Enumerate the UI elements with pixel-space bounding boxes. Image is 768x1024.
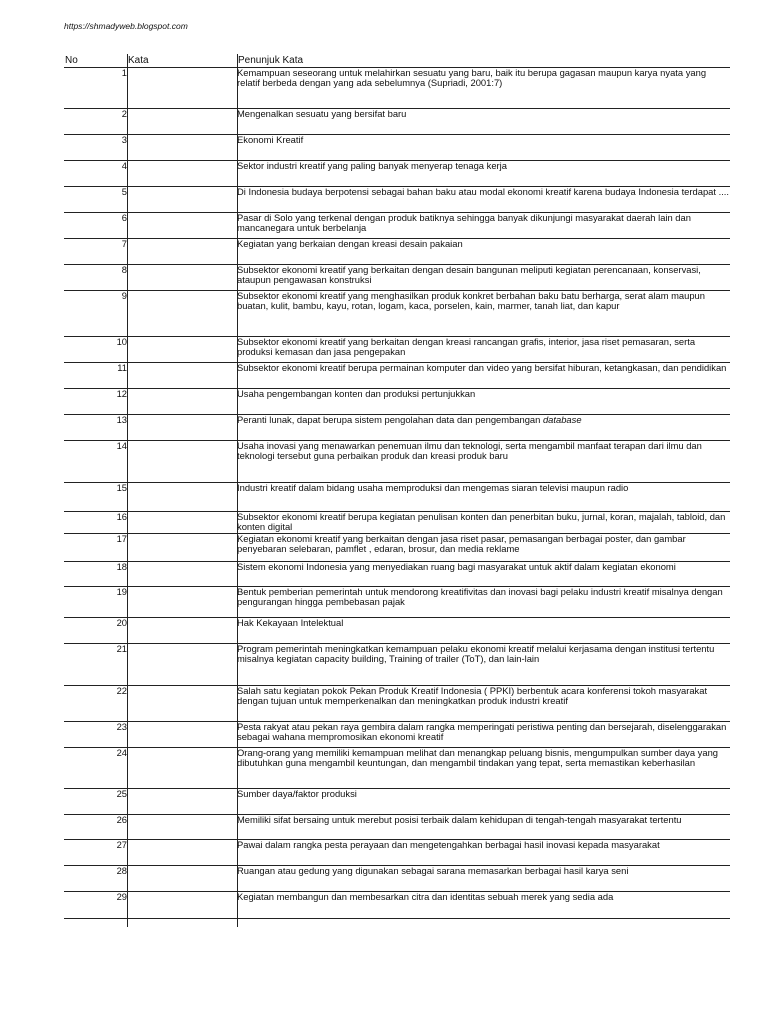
- clue-text: Sumber daya/faktor produksi: [237, 788, 357, 799]
- answer-cell[interactable]: [127, 337, 237, 363]
- clue-text: Subsektor ekonomi kreatif berupa permainan komputer dan video yang bersifat hiburan, ketangkasan, dan pendidikan: [237, 362, 727, 373]
- clue-cell: [237, 337, 730, 363]
- clue-cell: [237, 748, 730, 789]
- clue-cell: [237, 815, 730, 840]
- clue-cell: [237, 686, 730, 722]
- clue-text: Usaha pengembangan konten dan produksi pertunjukkan: [237, 388, 476, 399]
- clue-text: Di Indonesia budaya berpotensi sebagai bahan baku atau modal ekonomi kreatif karena budaya Indonesia terdapat ....: [237, 186, 730, 197]
- row-number: 21: [64, 644, 127, 686]
- answer-cell[interactable]: [127, 389, 237, 415]
- answer-cell[interactable]: [127, 562, 237, 587]
- row-number: 20: [64, 618, 127, 644]
- clue-cell: [237, 866, 730, 892]
- answer-cell[interactable]: [127, 789, 237, 815]
- answer-cell[interactable]: [127, 618, 237, 644]
- table-row: [64, 512, 730, 534]
- row-number: 22: [64, 686, 127, 722]
- clue-text: Ekonomi Kreatif: [237, 134, 304, 145]
- row-number: 28: [64, 866, 127, 892]
- answer-cell[interactable]: [127, 748, 237, 789]
- answer-cell[interactable]: [127, 483, 237, 512]
- table-row: [64, 415, 730, 441]
- table-header: [64, 54, 730, 68]
- table-row: [64, 534, 730, 562]
- answer-cell[interactable]: [127, 534, 237, 562]
- table-row: [64, 109, 730, 135]
- clue-text: Hak Kekayaan Intelektual: [237, 617, 344, 628]
- row-number: 11: [64, 363, 127, 389]
- row-number: 24: [64, 748, 127, 789]
- row-number: 9: [64, 291, 127, 337]
- table-row: [64, 644, 730, 686]
- row-number: 3: [64, 135, 127, 161]
- clue-cell: [237, 789, 730, 815]
- answer-cell[interactable]: [127, 892, 237, 919]
- row-number: 13: [64, 415, 127, 441]
- clue-cell: [237, 441, 730, 483]
- row-number: 23: [64, 722, 127, 748]
- clue-text: Subsektor ekonomi kreatif berupa kegiatan penulisan konten dan penerbitan buku, jurnal, koran, majalah, tabloid, dan konten digital: [237, 511, 726, 533]
- table-row: [64, 135, 730, 161]
- table-row: [64, 389, 730, 415]
- clue-text: Industri kreatif dalam bidang usaha memproduksi dan mengemas siaran televisi maupun radio: [237, 482, 629, 493]
- row-number: 7: [64, 239, 127, 265]
- row-number: 27: [64, 840, 127, 866]
- answer-cell[interactable]: [127, 239, 237, 265]
- header-kata: Kata: [128, 55, 149, 66]
- table-row: [64, 789, 730, 815]
- clue-cell: [237, 109, 730, 135]
- answer-cell[interactable]: [127, 441, 237, 483]
- row-number: 12: [64, 389, 127, 415]
- answer-cell[interactable]: [127, 187, 237, 213]
- clue-text: Subsektor ekonomi kreatif yang berkaitan dengan kreasi rancangan grafis, interior, jasa riset pemasaran, serta produksi kemasan dan jasa pengepakan: [237, 336, 696, 358]
- table-row: [64, 68, 730, 109]
- row-number: 5: [64, 187, 127, 213]
- row-number: 8: [64, 265, 127, 291]
- clue-text: Salah satu kegiatan pokok Pekan Produk Kreatif Indonesia ( PPKI) berbentuk acara konferensi tokoh masyarakat dengan tujuan untuk memperkenalkan dan meningkatkan produk industri kreatif: [237, 685, 708, 707]
- answer-cell[interactable]: [127, 135, 237, 161]
- table-row: [64, 618, 730, 644]
- clue-cell: [237, 587, 730, 618]
- table-row: [64, 686, 730, 722]
- row-number: 18: [64, 562, 127, 587]
- table-row: [64, 815, 730, 840]
- clue-cell: [237, 483, 730, 512]
- answer-cell[interactable]: [127, 161, 237, 187]
- answer-cell[interactable]: [127, 109, 237, 135]
- table-row: [64, 840, 730, 866]
- row-number: 19: [64, 587, 127, 618]
- answer-cell[interactable]: [127, 840, 237, 866]
- clue-cell: [237, 562, 730, 587]
- clue-text: Sektor industri kreatif yang paling banyak menyerap tenaga kerja: [237, 160, 507, 171]
- clue-text: Sistem ekonomi Indonesia yang menyediakan ruang bagi masyarakat untuk aktif dalam kegiatan ekonomi: [237, 561, 676, 572]
- crossword-clue-table: [64, 67, 730, 919]
- table-row: [64, 213, 730, 239]
- header-petunjuk-kata: Penunjuk Kata: [238, 55, 304, 66]
- table-row: [64, 562, 730, 587]
- answer-cell[interactable]: [127, 686, 237, 722]
- clue-cell: [237, 68, 730, 109]
- clue-text: Kemampuan seseorang untuk melahirkan sesuatu yang baru, baik itu berupa gagasan maupun karya nyata yang relatif berbeda dengan yang ada sebelumnya (Supriadi, 2001:7): [237, 67, 707, 89]
- answer-cell[interactable]: [127, 291, 237, 337]
- row-number: 1: [64, 68, 127, 109]
- table-row: [64, 363, 730, 389]
- clue-text: Mengenalkan sesuatu yang bersifat baru: [237, 108, 407, 119]
- row-number: 17: [64, 534, 127, 562]
- answer-cell[interactable]: [127, 68, 237, 109]
- clue-cell: [237, 534, 730, 562]
- clue-text: Kegiatan yang berkaian dengan kreasi desain pakaian: [237, 238, 463, 249]
- clue-cell: [237, 363, 730, 389]
- clue-cell: [237, 291, 730, 337]
- row-number: 4: [64, 161, 127, 187]
- table-row: [64, 187, 730, 213]
- row-number: 14: [64, 441, 127, 483]
- clue-cell: [237, 213, 730, 239]
- table-row: [64, 866, 730, 892]
- table-row: [64, 161, 730, 187]
- clue-text: Pawai dalam rangka pesta perayaan dan mengetengahkan berbagai hasil inovasi kepada masyarakat: [237, 839, 660, 850]
- clue-text: Pasar di Solo yang terkenal dengan produk batiknya sehingga banyak dikunjungi masyarakat daerah lain dan mancanegara untuk berbelanja: [237, 212, 691, 234]
- clue-text: Peranti lunak, dapat berupa sistem pengolahan data dan pengembangan: [237, 414, 543, 425]
- row-number: 25: [64, 789, 127, 815]
- clue-text: Ruangan atau gedung yang digunakan sebagai sarana memasarkan berbagai hasil karya seni: [237, 865, 629, 876]
- table-row: [64, 483, 730, 512]
- clue-text: Pesta rakyat atau pekan raya gembira dalam rangka memperingati peristiwa penting dan bersejarah, diselenggarakan sebagai wahana mempromosikan ekonomi kreatif: [237, 721, 727, 743]
- clue-cell: [237, 135, 730, 161]
- clue-text: Usaha inovasi yang menawarkan penemuan ilmu dan teknologi, serta mengambil manfaat terapan dari ilmu dan teknologi tersebut guna perbaikan produk dan kreasi produk baru: [237, 440, 702, 462]
- answer-cell[interactable]: [127, 722, 237, 748]
- answer-cell[interactable]: [127, 213, 237, 239]
- clue-text: Program pemerintah meningkatkan kemampuan pelaku ekonomi kreatif melalui kerjasama dengan institusi tertentu misalnya kegiatan capacity building, Training of trailer (ToT), dan lain-lain: [237, 643, 715, 665]
- table-row: [64, 441, 730, 483]
- answer-cell[interactable]: [127, 265, 237, 291]
- clue-text: Orang-orang yang memiliki kemampuan melihat dan menangkap peluang bisnis, mengumpulkan sumber daya yang dibutuhkan guna mengambil keuntungan, dan mengambil tindakan yang tepat, serta memastikan keberhasilan: [237, 747, 718, 769]
- answer-cell[interactable]: [127, 644, 237, 686]
- clue-cell: [237, 389, 730, 415]
- clue-italic-term: database: [542, 414, 582, 425]
- answer-cell[interactable]: [127, 512, 237, 534]
- answer-cell[interactable]: [127, 866, 237, 892]
- answer-cell[interactable]: [127, 587, 237, 618]
- table-row: [64, 892, 730, 919]
- answer-cell[interactable]: [127, 415, 237, 441]
- clue-cell: [237, 415, 730, 441]
- row-number: 2: [64, 109, 127, 135]
- table-row: [64, 239, 730, 265]
- table-row: [64, 291, 730, 337]
- clue-cell: [237, 187, 730, 213]
- clue-text: Subsektor ekonomi kreatif yang menghasilkan produk konkret berbahan baku batu berharga, serat alam maupun buatan, kulit, bambu, kayu, rotan, logam, kaca, porselen, kain, marmer, tanah liat, dan kapur: [237, 290, 705, 312]
- table-row: [64, 265, 730, 291]
- clue-cell: [237, 161, 730, 187]
- table-row: [64, 337, 730, 363]
- clue-cell: [237, 722, 730, 748]
- row-number: 15: [64, 483, 127, 512]
- clue-text: Kegiatan membangun dan membesarkan citra dan identitas sebuah merek yang sedia ada: [237, 891, 614, 902]
- clue-cell: [237, 239, 730, 265]
- table-row: [64, 722, 730, 748]
- row-number: 26: [64, 815, 127, 840]
- clue-cell: [237, 618, 730, 644]
- row-number: 6: [64, 213, 127, 239]
- answer-cell[interactable]: [127, 815, 237, 840]
- clue-cell: [237, 840, 730, 866]
- row-number: 10: [64, 337, 127, 363]
- clue-cell: [237, 512, 730, 534]
- clue-cell: [237, 265, 730, 291]
- clue-text: Kegiatan ekonomi kreatif yang berkaitan dengan jasa riset pasar, pemasangan berbagai poster, dan gambar penyebaran selebaran, pamflet , edaran, brosur, dan media reklame: [237, 533, 686, 555]
- header-no: No: [65, 55, 78, 66]
- clue-text: Subsektor ekonomi kreatif yang berkaitan dengan desain bangunan meliputi kegiatan perencanaan, konservasi, ataupun pengawasan konstruksi: [237, 264, 701, 286]
- row-number: 29: [64, 892, 127, 919]
- table-row: [64, 748, 730, 789]
- clue-text: Bentuk pemberian pemerintah untuk mendorong kreatifivitas dan inovasi bagi pelaku industri kreatif misalnya dengan pengurangan hingga pembebasan pajak: [237, 586, 723, 608]
- answer-cell[interactable]: [127, 363, 237, 389]
- clue-text: Memiliki sifat bersaing untuk merebut posisi terbaik dalam kehidupan di tengah-tengah masyarakat tertentu: [237, 814, 682, 825]
- row-number: 16: [64, 512, 127, 534]
- table-row: [64, 587, 730, 618]
- page-url: https://shmadyweb.blogspot.com: [64, 21, 188, 31]
- clue-cell: [237, 892, 730, 919]
- clue-cell: [237, 644, 730, 686]
